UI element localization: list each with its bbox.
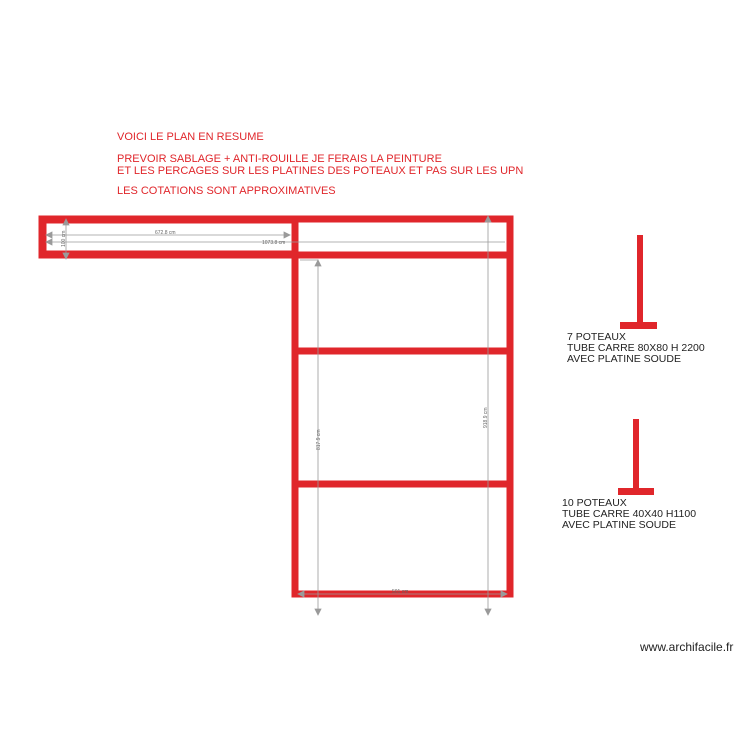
dim-arrow	[46, 239, 52, 245]
frame-top-arm	[42, 219, 510, 255]
frame-arm-inner	[46, 223, 295, 251]
dim-arrow	[284, 232, 290, 238]
legend-small-count: 10 POTEAUX	[562, 497, 627, 509]
post-large-shaft	[637, 235, 643, 323]
dim-label-918: 918.9 cm	[483, 407, 489, 428]
post-large-plate	[620, 322, 657, 329]
dim-label-672: 672.8 cm	[155, 230, 176, 236]
legend-small-plate: AVEC PLATINE SOUDE	[562, 519, 676, 531]
post-small-shaft	[633, 419, 639, 489]
note-title: VOICI LE PLAN EN RESUME	[117, 131, 264, 143]
steel-frame	[42, 219, 510, 594]
dim-label-100: 100 cm	[61, 230, 67, 247]
dimension-labels	[61, 230, 489, 595]
frame-main-enclosure	[295, 219, 510, 594]
dim-label-501: 501 cm	[392, 589, 409, 595]
note-drilling: ET LES PERCAGES SUR LES PLATINES DES POTEAUX ET PAS SUR LES UPN	[117, 165, 524, 177]
dim-label-817: 817.9 cm	[316, 429, 322, 450]
legend-small-spec: TUBE CARRE 40X40 H1100	[562, 508, 697, 520]
legend-large-count: 7 POTEAUX	[567, 331, 626, 343]
legend-large-posts	[567, 332, 705, 365]
watermark-text: www.archifacile.fr	[640, 640, 734, 654]
legend-large-spec: TUBE CARRE 80X80 H 2200	[567, 342, 705, 354]
dimension-lines	[46, 216, 507, 615]
dim-label-1073: 1073.8 cm	[262, 240, 286, 246]
note-dimensions: LES COTATIONS SONT APPROXIMATIVES	[117, 185, 336, 197]
dim-arrow	[485, 609, 491, 615]
legend-large-plate: AVEC PLATINE SOUDE	[567, 353, 681, 365]
post-small-plate	[618, 488, 654, 495]
dim-arrow	[46, 232, 52, 238]
legend-small-posts	[562, 498, 696, 531]
dim-arrow	[315, 260, 321, 266]
note-sanding: PREVOIR SABLAGE + ANTI-ROUILLE JE FERAIS LA PEINTURE	[117, 153, 442, 165]
dim-arrow	[315, 609, 321, 615]
post-symbols	[618, 235, 657, 495]
